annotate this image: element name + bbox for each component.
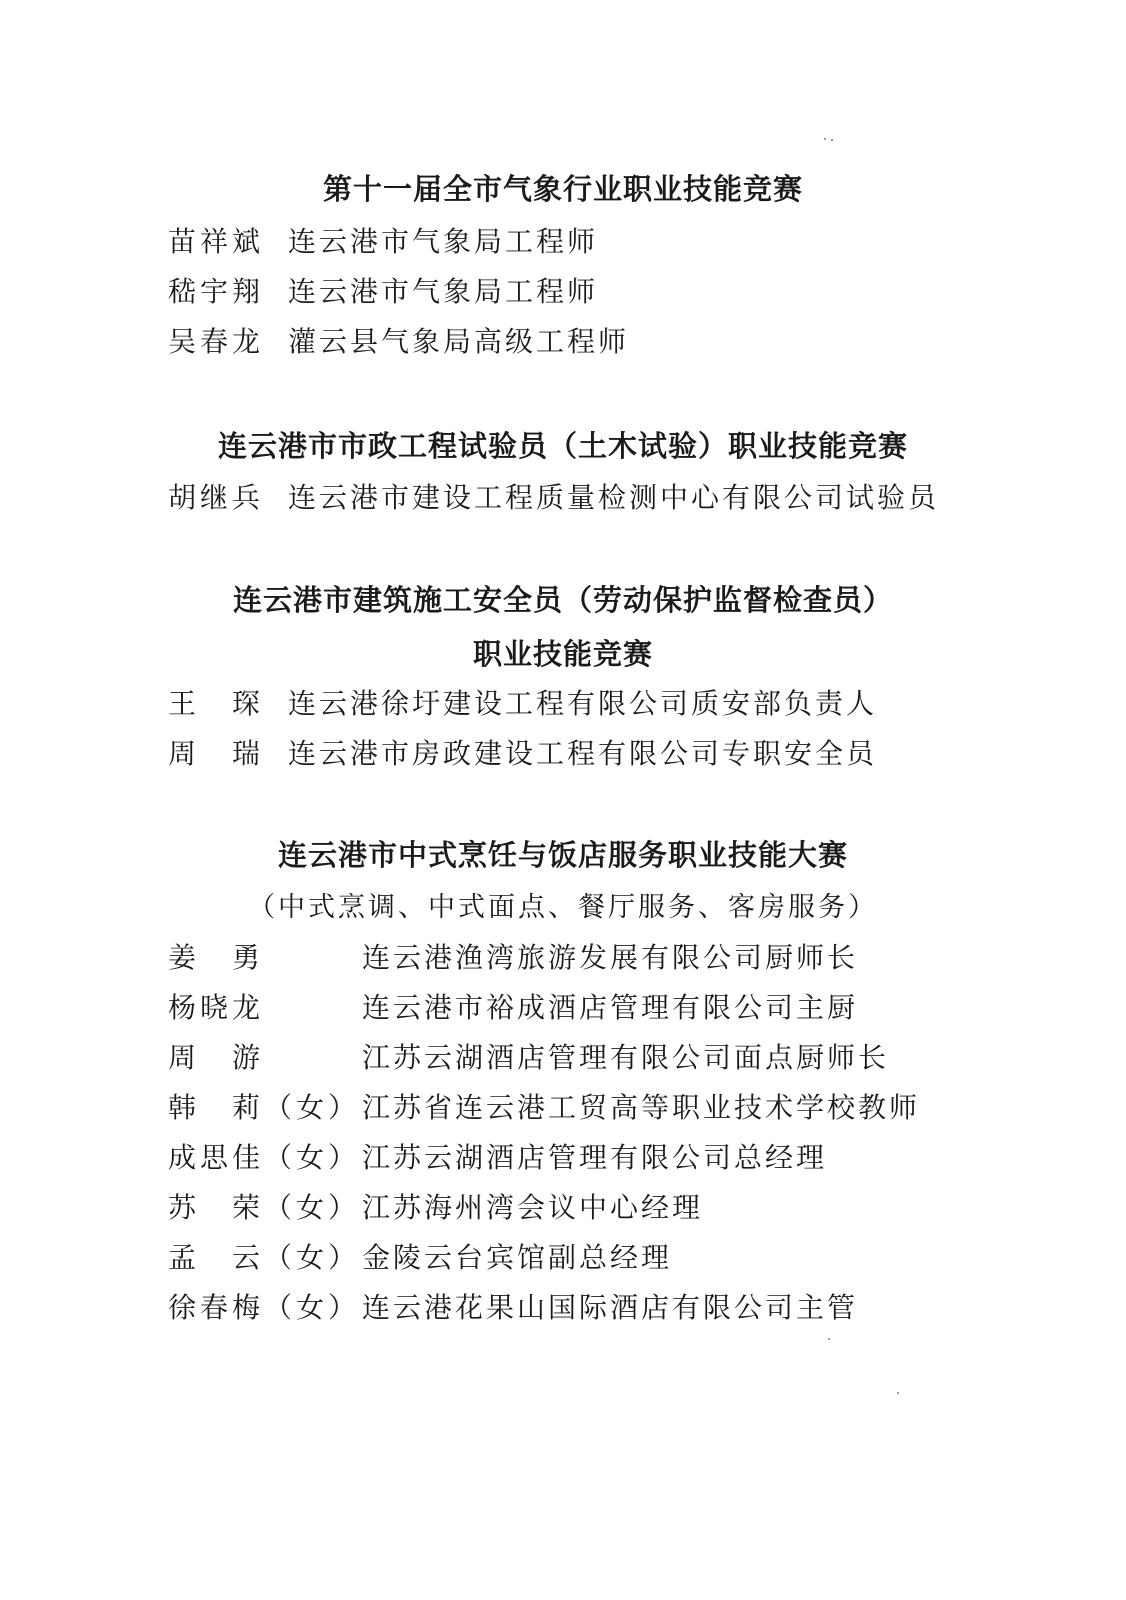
person-title: 连云港徐圩建设工程有限公司质安部负责人	[288, 687, 878, 720]
section-title: 连云港市中式烹饪与饭店服务职业技能大赛	[277, 838, 848, 872]
list-item	[0, 270, 1126, 310]
list-item	[0, 1136, 1126, 1176]
list-item	[0, 1286, 1126, 1326]
person-title: 连云港市气象局工程师	[288, 275, 599, 308]
section-title: 第十一届全市气象行业职业技能竞赛	[322, 172, 803, 206]
section-title-line-1: 连云港市建筑施工安全员（劳动保护监督检查员）	[232, 583, 893, 617]
person-title: 金陵云台宾馆副总经理	[362, 1241, 673, 1274]
list-item	[0, 986, 1126, 1026]
person-name: 胡继兵	[168, 481, 265, 514]
person-name: 苏 荣（女）	[168, 1191, 361, 1224]
list-item	[0, 320, 1126, 360]
person-title: 江苏云湖酒店管理有限公司总经理	[362, 1141, 828, 1174]
list-item	[0, 682, 1126, 722]
list-item	[0, 1236, 1126, 1276]
person-name: 嵇宇翔	[168, 275, 265, 308]
list-item	[0, 1086, 1126, 1126]
list-item	[0, 1036, 1126, 1076]
section-title-line-2: 职业技能竞赛	[472, 637, 653, 671]
section-title: 连云港市市政工程试验员（土木试验）职业技能竞赛	[217, 429, 908, 463]
list-item	[0, 1186, 1126, 1226]
person-title: 江苏省连云港工贸高等职业技术学校教师	[362, 1091, 921, 1124]
person-name: 姜 勇	[168, 941, 265, 974]
person-title: 灌云县气象局高级工程师	[288, 325, 630, 358]
person-name: 苗祥斌	[168, 225, 265, 258]
list-item	[0, 732, 1126, 772]
person-title: 连云港市建设工程质量检测中心有限公司试验员	[288, 481, 940, 514]
person-title: 江苏云湖酒店管理有限公司面点厨师长	[362, 1041, 890, 1074]
person-title: 连云港花果山国际酒店有限公司主管	[362, 1291, 859, 1324]
section-subtitle: （中式烹调、中式面点、餐厅服务、客房服务）	[248, 892, 878, 923]
list-item	[0, 476, 1126, 516]
person-name: 杨晓龙	[168, 991, 265, 1024]
person-name: 徐春梅（女）	[168, 1291, 361, 1324]
person-name: 成思佳（女）	[168, 1141, 361, 1174]
person-name: 吴春龙	[168, 325, 265, 358]
scan-speck	[828, 1338, 830, 1340]
person-title: 江苏海州湾会议中心经理	[362, 1191, 704, 1224]
person-name: 孟 云（女）	[168, 1241, 361, 1274]
scan-speck	[831, 139, 833, 141]
list-item	[0, 936, 1126, 976]
person-name: 周 瑞	[168, 737, 265, 770]
person-title: 连云港市裕成酒店管理有限公司主厨	[362, 991, 859, 1024]
scan-speck	[897, 1392, 899, 1394]
person-title: 连云港市房政建设工程有限公司专职安全员	[288, 737, 878, 770]
person-title: 连云港市气象局工程师	[288, 225, 599, 258]
person-name: 韩 莉（女）	[168, 1091, 361, 1124]
person-name: 周 游	[168, 1041, 265, 1074]
person-title: 连云港渔湾旅游发展有限公司厨师长	[362, 941, 859, 974]
scan-speck	[824, 138, 826, 140]
person-name: 王 琛	[168, 687, 265, 720]
list-item	[0, 220, 1126, 260]
